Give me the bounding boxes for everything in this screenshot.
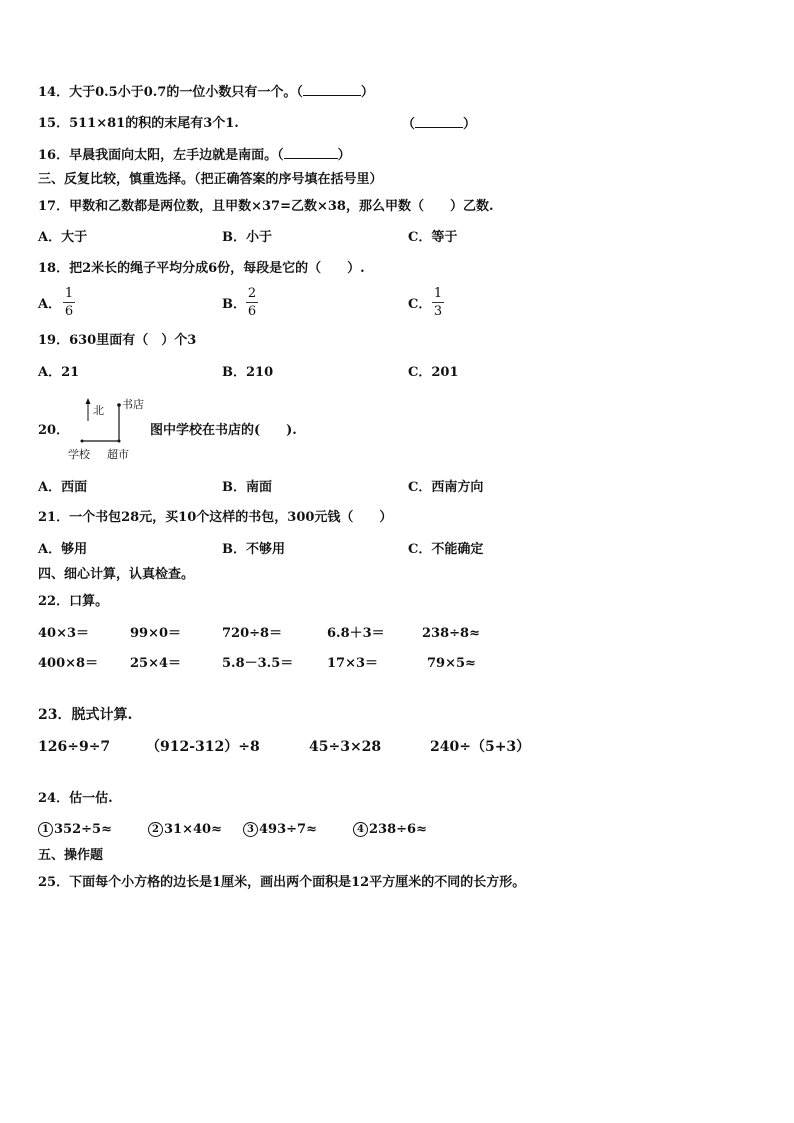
estimate-item-1 [38,822,112,838]
circled-number: 4 [353,822,368,837]
estimate-expression: 352÷5≈ [54,822,112,837]
step-calc-item: 240÷（5+3） [430,739,531,755]
mental-calc-item: 17×3＝ [327,656,379,671]
mental-calc-item: 25×4＝ [130,656,182,671]
step-calc-item: 126÷9÷7 [38,739,111,755]
school-label: 学校 [68,448,90,461]
question-18-text: 18．把2米长的绳子平均分成6份，每段是它的（ ）. [38,261,365,276]
q20-option-b[interactable]: B．南面 [222,480,272,495]
fraction-numerator: 2 [247,286,257,301]
answer-blank-15[interactable] [415,116,463,128]
q19-option-b[interactable]: B．210 [222,365,274,380]
mental-calc-item: 238÷8≈ [422,626,480,641]
q18-option-c-label: C． [408,297,432,312]
mental-calc-item: 400×8＝ [38,656,99,671]
estimate-item-2 [148,822,222,838]
q17-option-c[interactable]: C．等于 [408,230,458,245]
q17-option-b[interactable]: B．小于 [222,230,272,245]
step-calc-item: （912-312）÷8 [146,739,260,755]
estimate-expression: 493÷7≈ [259,822,317,837]
mental-calc-item: 99×0＝ [130,626,182,641]
fraction-denominator: 3 [433,304,443,319]
q18-option-a-label: A． [38,297,62,312]
q18-option-b-label: B． [222,297,246,312]
paren-close: ） [337,148,351,163]
q17-option-a[interactable]: A．大于 [38,230,88,245]
question-20-text: 图中学校在书店的( ). [150,423,297,438]
mental-calc-item: 40×3＝ [38,626,90,641]
question-14-text: 14．大于0.5小于0.7的一位小数只有一个。（ [38,85,303,100]
q19-option-c[interactable]: C．201 [408,365,459,380]
fraction [246,287,258,319]
question-14 [38,84,374,101]
paren-close: ） [360,85,374,100]
q21-option-b[interactable]: B．不够用 [222,542,285,557]
paren-close: ） [463,117,477,132]
question-15-text: 15．511×81的积的末尾有3个1. [38,116,239,131]
market-label: 超市 [107,448,129,461]
question-16-text: 16．早晨我面向太阳，左手边就是南面。（ [38,148,284,163]
q20-option-c[interactable]: C．西南方向 [408,480,484,495]
fraction-numerator: 1 [64,286,74,301]
estimate-expression: 238÷6≈ [369,822,427,837]
question-19-text: 19．630里面有（ ）个3 [38,333,197,348]
fraction-denominator: 6 [247,304,257,319]
direction-diagram [66,396,156,464]
answer-blank-14[interactable] [303,84,361,96]
section-4-heading: 四、细心计算，认真检查。 [38,567,195,582]
question-22-title: 22．口算。 [38,594,109,609]
mental-calc-item: 5.8－3.5＝ [222,656,294,671]
circled-number: 1 [38,822,53,837]
q20-option-a[interactable]: A．西面 [38,480,88,495]
question-25-text: 25．下面每个小方格的边长是1厘米，画出两个面积是12平方厘米的不同的长方形。 [38,875,526,890]
fraction-denominator: 6 [64,304,74,319]
estimate-item-3 [243,822,317,838]
section-3-heading: 三、反复比较，慎重选择。（把正确答案的序号填在括号里） [38,172,383,187]
answer-blank-16[interactable] [284,147,338,159]
paren-open: （ [402,117,416,132]
question-21-text: 21．一个书包28元，买10个这样的书包，300元钱（ ） [38,510,393,525]
question-15-answer [402,116,476,133]
fraction-numerator: 1 [433,286,443,301]
question-23-title: 23．脱式计算. [38,707,133,723]
north-label: 北 [93,404,104,417]
estimate-expression: 31×40≈ [164,822,222,837]
section-5-heading: 五、操作题 [38,848,104,863]
q21-option-a[interactable]: A．够用 [38,542,88,557]
question-17-text: 17．甲数和乙数都是两位数，且甲数×37=乙数×38，那么甲数（ ）乙数. [38,199,494,214]
estimate-item-4 [353,822,427,838]
fraction [63,287,75,319]
circled-number: 2 [148,822,163,837]
mental-calc-item: 79×5≈ [427,656,476,671]
fraction [432,287,444,319]
q21-option-c[interactable]: C．不能确定 [408,542,484,557]
question-24-title: 24．估一估. [38,791,113,806]
question-20-number: 20． [38,423,70,438]
question-16 [38,147,351,164]
circled-number: 3 [243,822,258,837]
mental-calc-item: 6.8＋3＝ [327,626,385,641]
step-calc-item: 45÷3×28 [309,739,382,755]
mental-calc-item: 720÷8＝ [222,626,283,641]
q19-option-a[interactable]: A．21 [38,365,80,380]
bookstore-label: 书店 [122,398,144,411]
